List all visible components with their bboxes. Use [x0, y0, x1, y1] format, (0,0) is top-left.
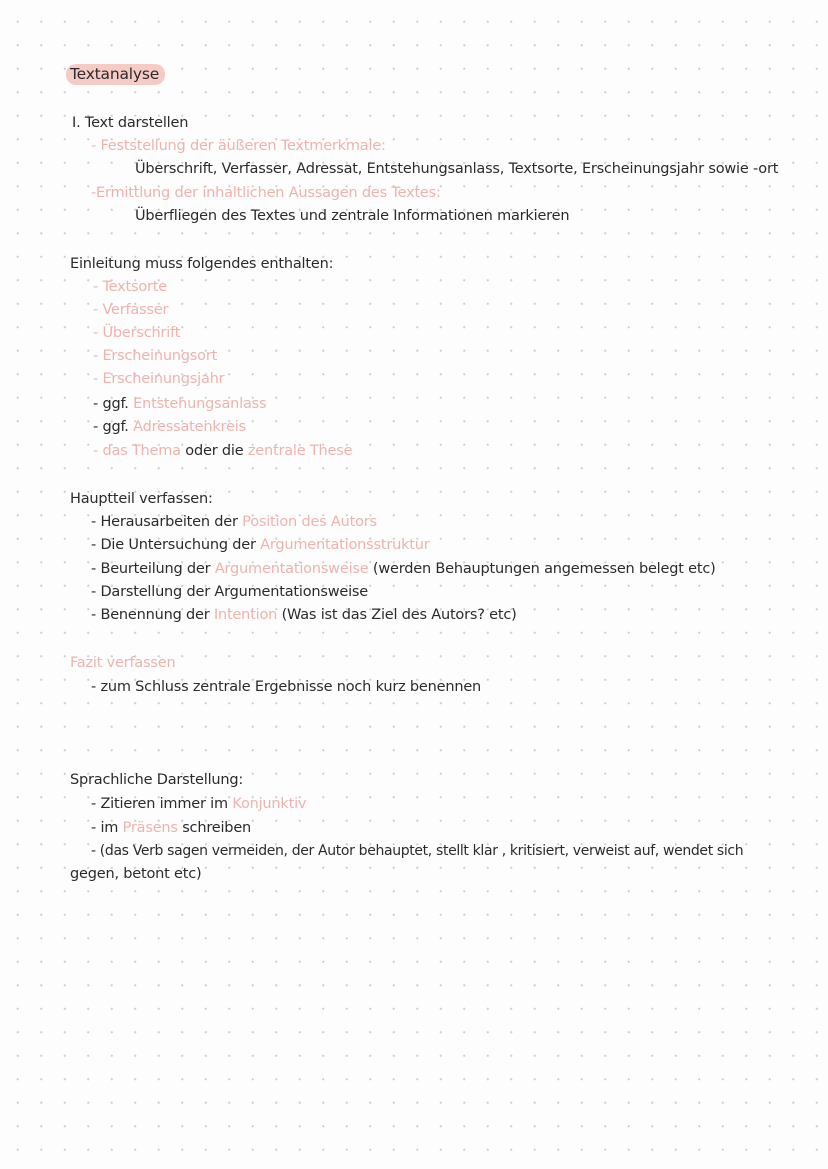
list-item-konjunktiv — [91, 794, 306, 814]
section-heading-hauptteil: Hauptteil verfassen: — [70, 491, 213, 507]
section-heading-einleitung: Einleitung muss folgendes enthalten: — [70, 256, 334, 272]
item-text: (Was ist das Ziel des Autors? etc) — [281, 607, 517, 623]
ggf-anlass-accent: Entstehungsanlass — [133, 396, 267, 412]
list-item: - Verfasser — [93, 302, 169, 318]
list-item-ggf-adressat — [93, 417, 246, 437]
item-accent: Konjunktiv — [232, 796, 307, 812]
section-heading-sprache: Sprachliche Darstellung: — [70, 772, 244, 788]
list-item-ggf-anlass — [93, 394, 266, 414]
item-text: - Zitieren immer im — [91, 796, 228, 812]
list-item-thema — [93, 441, 352, 461]
item-accent: Argumentationsweise — [214, 561, 369, 577]
list-item: - Überschrift — [93, 325, 181, 341]
list-item-darstellung: - Darstellung der Argumentationsweise — [91, 584, 368, 600]
item-text: - Benennung der — [91, 607, 210, 623]
item-accent: Argumentationsstruktur — [260, 537, 430, 553]
ggf-prefix: - ggf. — [93, 396, 129, 412]
item-accent: Präsens — [122, 820, 178, 836]
item-text: schreiben — [182, 820, 252, 836]
item-inhaltliche-aussagen: -Ermittlung der inhaltlichen Aussagen des Textes: — [91, 185, 441, 201]
item-accent: Intention — [213, 607, 278, 623]
item-text: - Herausarbeiten der — [91, 514, 238, 530]
list-item: - Erscheinungsort — [93, 348, 218, 364]
item-textmerkmale-detail: Überschrift, Verfasser, Adressat, Entstehungsanlass, Textsorte, Erscheinungsjahr sowie -ort — [135, 161, 779, 177]
section-heading-fazit: Fazit verfassen — [70, 655, 176, 671]
ggf-adressat-accent: Adressatenkreis — [133, 419, 246, 435]
item-text: - im — [91, 820, 119, 836]
list-item-intention — [91, 605, 517, 625]
section-heading-text-darstellen: I. Text darstellen — [72, 115, 189, 131]
item-inhaltliche-aussagen-detail: Überfliegen des Textes und zentrale Informationen markieren — [135, 208, 570, 224]
title-highlight: Textanalyse — [66, 64, 165, 85]
item-text: (werden Behauptungen angemessen belegt etc) — [372, 561, 716, 577]
list-item: - Erscheinungsjahr — [93, 371, 225, 387]
these-accent: zentrale These — [247, 443, 353, 459]
ggf-prefix: - ggf. — [93, 419, 129, 435]
thema-mid: oder die — [185, 443, 244, 459]
item-accent: Position des Autors — [242, 514, 377, 530]
thema-accent: - das Thema — [93, 443, 181, 459]
item-text: - Beurteilung der — [91, 561, 211, 577]
list-item-verben-line2: gegen, betont etc) — [70, 866, 202, 882]
item-textmerkmale: - Feststellung der äußeren Textmerkmale: — [91, 138, 386, 154]
list-item-position — [91, 512, 377, 532]
list-item-struktur — [91, 535, 430, 555]
list-item-praesens — [91, 818, 251, 838]
list-item: - Textsorte — [93, 279, 167, 295]
list-item-beurteilung — [91, 559, 716, 579]
list-item-fazit: - zum Schluss zentrale Ergebnisse noch kurz benennen — [91, 679, 482, 695]
page-title — [66, 64, 165, 84]
item-text: - Die Untersuchung der — [91, 537, 256, 553]
list-item-verben-line1: - (das Verb sagen vermeiden, der Autor behauptet, stellt klar , kritisiert, verweist auf, wendet sich — [91, 843, 744, 859]
